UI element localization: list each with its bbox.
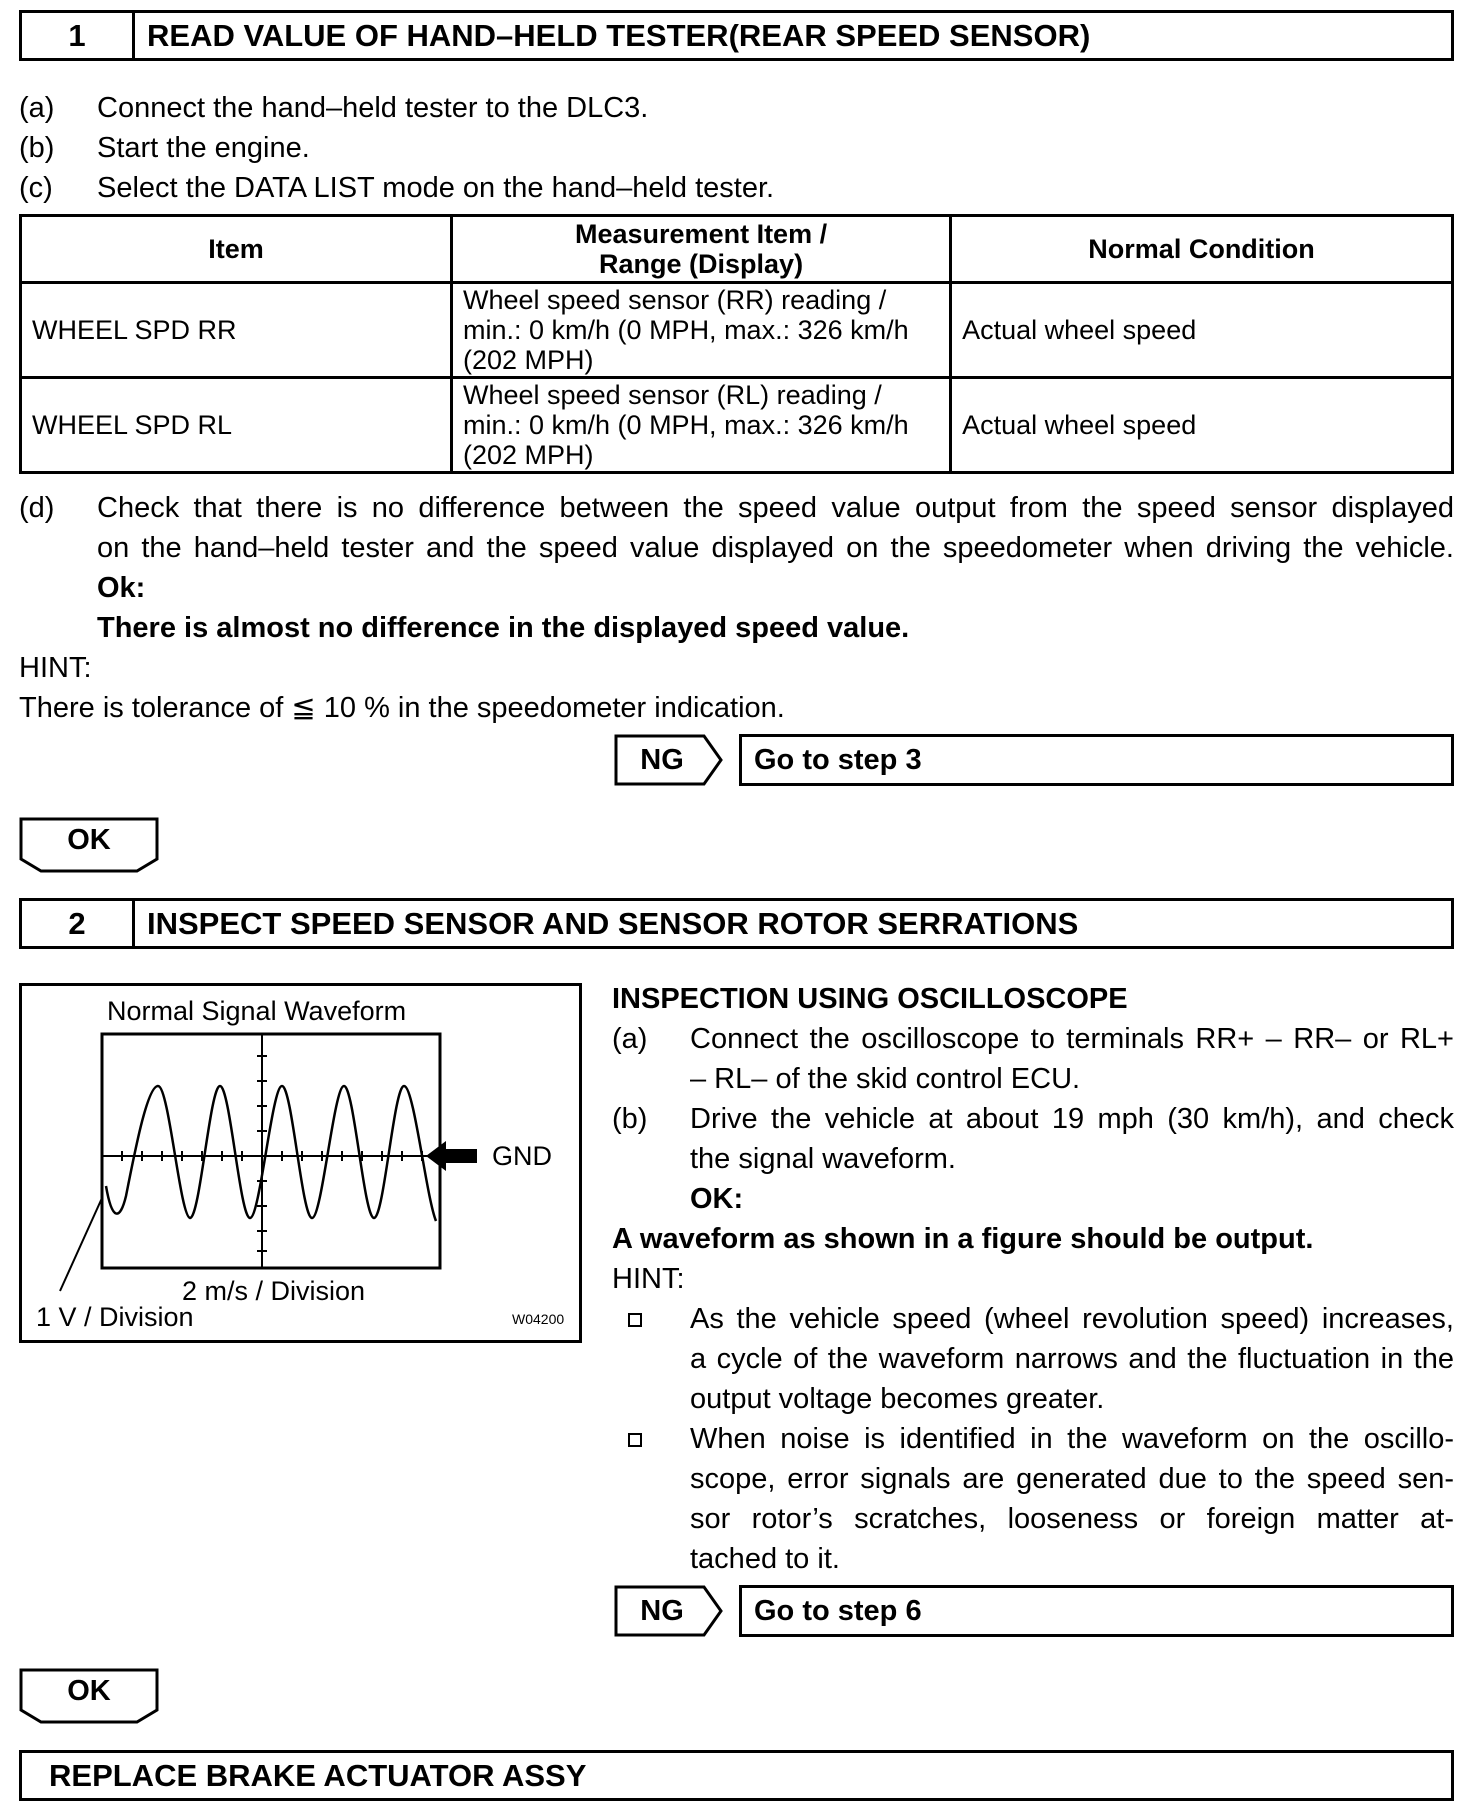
step-number: 2 (22, 901, 135, 946)
table-row (21, 283, 1453, 378)
item-cell: WHEEL SPD RL (21, 378, 452, 473)
item-label: (d) (19, 492, 55, 524)
step-title: REPLACE BRAKE ACTUATOR ASSY (49, 1758, 587, 1793)
item-text: the signal waveform. (690, 1143, 956, 1175)
hint-text: sor rotor’s scratches, looseness or foreign matter at- (690, 1503, 1454, 1535)
data-list-table (19, 214, 1454, 474)
gnd-label: GND (492, 1141, 552, 1171)
bullet-icon (628, 1433, 642, 1452)
go-to-step-link[interactable]: Go to step 3 (739, 734, 1454, 786)
range-cell: Wheel speed sensor (RL) reading / min.: 0 km/h (0 MPH, max.: 326 km/h (202 MPH) (452, 378, 951, 473)
hint-text: When noise is identified in the waveform on the oscillo- (690, 1423, 1454, 1455)
ok-label: OK (67, 824, 111, 856)
item-label: (b) (19, 132, 55, 164)
item-text: Check that there is no difference between the speed value output from the speed sensor displayed (97, 492, 1454, 524)
column-header: Normal Condition (951, 216, 1453, 283)
hint-label: HINT: (19, 652, 92, 684)
range-cell: Wheel speed sensor (RR) reading / min.: 0 km/h (0 MPH, max.: 326 km/h (202 MPH) (452, 283, 951, 378)
hint-text: a cycle of the waveform narrows and the fluctuation in the (690, 1343, 1454, 1375)
item-text: Start the engine. (97, 132, 310, 164)
ok-criteria-text: A waveform as shown in a figure should be output. (612, 1223, 1314, 1255)
item-text: on the hand–held tester and the speed value displayed on the speedometer when driving the vehicle. (97, 532, 1454, 564)
replace-step-header (19, 1750, 1454, 1801)
item-text: Connect the oscilloscope to terminals RR+ – RR– or RL+ (690, 1023, 1454, 1055)
column-header: Measurement Item / Range (Display) (452, 216, 951, 283)
item-text: – RL– of the skid control ECU. (690, 1063, 1081, 1095)
item-label: (a) (612, 1023, 648, 1055)
figure-title: Normal Signal Waveform (107, 996, 407, 1026)
step-1-header (19, 10, 1454, 61)
step-title: INSPECT SPEED SENSOR AND SENSOR ROTOR SERRATIONS (147, 906, 1079, 941)
hint-text: As the vehicle speed (wheel revolution speed) increases, (690, 1303, 1454, 1335)
bullet-icon (628, 1313, 642, 1332)
ng-label: NG (640, 1595, 684, 1627)
step-title: READ VALUE OF HAND–HELD TESTER(REAR SPEED SENSOR) (147, 18, 1091, 53)
y-scale-label: 1 V / Division (36, 1302, 194, 1332)
ng-label: NG (640, 744, 684, 776)
item-text: Connect the hand–held tester to the DLC3. (97, 92, 649, 124)
normal-cell: Actual wheel speed (951, 378, 1453, 473)
item-label: (c) (19, 172, 53, 204)
ok-criteria-text: There is almost no difference in the displayed speed value. (97, 612, 910, 644)
table-header-row (21, 216, 1453, 283)
section-heading: INSPECTION USING OSCILLOSCOPE (612, 983, 1128, 1015)
ok-criteria-label: Ok: (97, 572, 146, 604)
item-text: Drive the vehicle at about 19 mph (30 km/h), and check (690, 1103, 1454, 1135)
item-label: (a) (19, 92, 55, 124)
table-row (21, 378, 1453, 473)
step-2-header (19, 898, 1454, 949)
hint-text: tached to it. (690, 1543, 840, 1575)
ok-branch (19, 817, 159, 873)
hint-label: HINT: (612, 1263, 685, 1295)
ng-branch (614, 734, 1454, 786)
ng-branch (614, 1585, 1454, 1637)
hint-text: There is tolerance of ≦ 10 % in the speedometer indication. (19, 692, 785, 724)
item-label: (b) (612, 1103, 648, 1135)
x-scale-label: 2 m/s / Division (182, 1276, 366, 1306)
waveform-figure (19, 983, 582, 1343)
item-cell: WHEEL SPD RR (21, 283, 452, 378)
normal-cell: Actual wheel speed (951, 283, 1453, 378)
item-text: Select the DATA LIST mode on the hand–held tester. (97, 172, 775, 204)
hint-text: output voltage becomes greater. (690, 1383, 1105, 1415)
column-header: Item (21, 216, 452, 283)
figure-code: W04200 (512, 1311, 565, 1327)
ok-label: OK (67, 1675, 111, 1707)
ok-branch (19, 1668, 159, 1724)
hint-text: scope, error signals are generated due to the speed sen- (690, 1463, 1454, 1495)
go-to-step-link[interactable]: Go to step 6 (739, 1585, 1454, 1637)
ok-criteria-label: OK: (690, 1183, 744, 1215)
step-number: 1 (22, 13, 135, 58)
